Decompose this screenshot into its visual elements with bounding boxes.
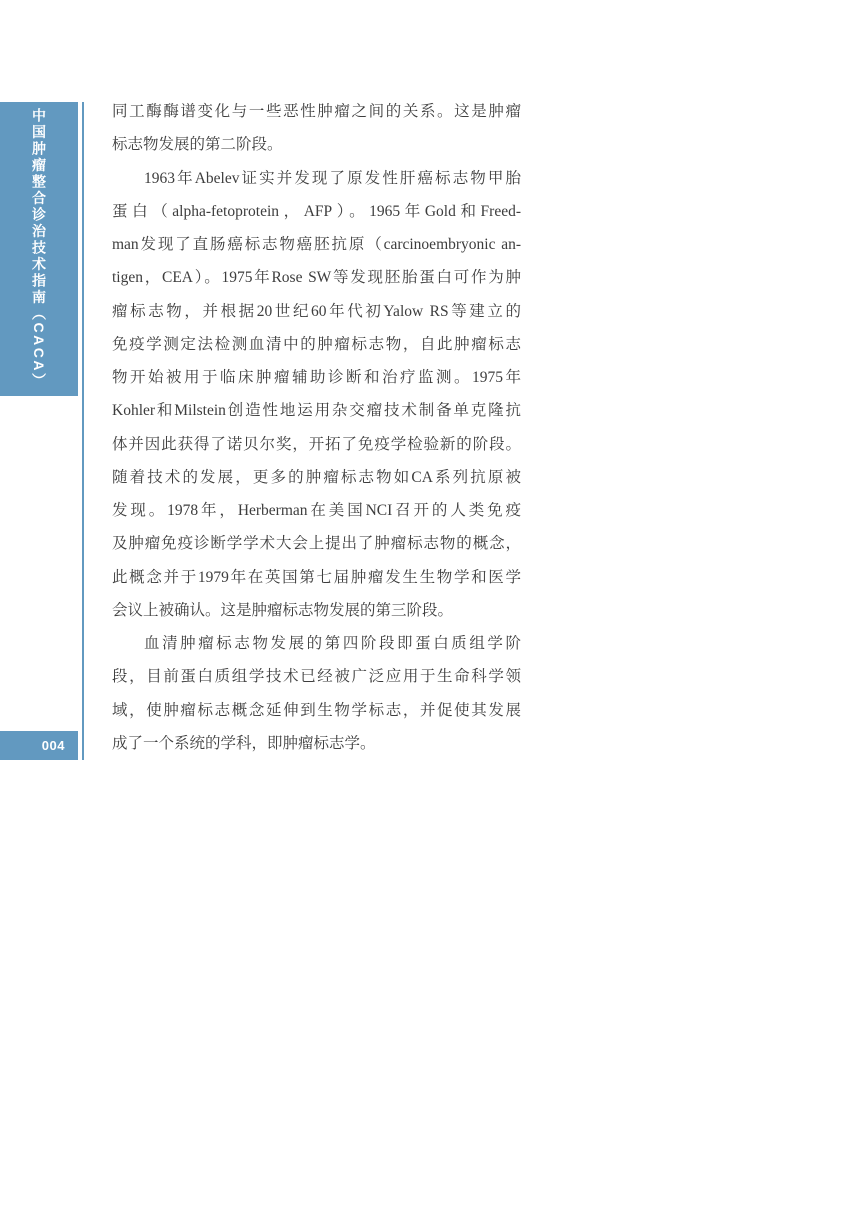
text-line: 瘤标志物，并根据20世纪60年代初Yalow RS等建立的 bbox=[112, 302, 521, 320]
page-number-badge bbox=[0, 731, 78, 760]
text-line: 同工酶酶谱变化与一些恶性肿瘤之间的关系。这是肿瘤 bbox=[112, 103, 521, 120]
text-line: 1963年Abelev证实并发现了原发性肝癌标志物甲胎 bbox=[144, 169, 521, 187]
text-line: 会议上被确认。这是肿瘤标志物发展的第三阶段。 bbox=[112, 601, 454, 619]
text-line: 发现。1978年，Herberman在美国NCI召开的人类免疫 bbox=[112, 502, 521, 519]
text-line: 成了一个系统的学科，即肿瘤标志学。 bbox=[112, 734, 376, 752]
text-line: 随着技术的发展，更多的肿瘤标志物如CA系列抗原被 bbox=[112, 468, 521, 486]
text-line: 血清肿瘤标志物发展的第四阶段即蛋白质组学阶 bbox=[144, 635, 521, 652]
book-title-vertical: 中国肿瘤整合诊治技术指南（CACA） bbox=[31, 108, 47, 390]
text-line: 及肿瘤免疫诊断学学术大会上提出了肿瘤标志物的概念， bbox=[112, 535, 521, 553]
text-line: 物开始被用于临床肿瘤辅助诊断和治疗监测。1975年 bbox=[112, 369, 521, 386]
text-line: 段，目前蛋白质组学技术已经被广泛应用于生命科学领 bbox=[112, 668, 521, 686]
text-line: 免疫学测定法检测血清中的肿瘤标志物，自此肿瘤标志 bbox=[112, 335, 521, 353]
text-line: 蛋白（alpha-fetoprotein，AFP）。1965年Gold和Freed- bbox=[112, 202, 521, 220]
margin-divider-line bbox=[82, 102, 84, 760]
text-line: man发现了直肠癌标志物癌胚抗原（carcinoembryonic an- bbox=[112, 236, 521, 253]
body-text bbox=[112, 95, 521, 760]
text-line: 此概念并于1979年在英国第七届肿瘤发生生物学和医学 bbox=[112, 568, 521, 586]
text-line: 体并因此获得了诺贝尔奖，开拓了免疫学检验新的阶段。 bbox=[112, 435, 521, 453]
text-line: 标志物发展的第二阶段。 bbox=[112, 136, 283, 154]
text-line: tigen，CEA）。1975年Rose SW等发现胚胎蛋白可作为肿 bbox=[112, 269, 521, 287]
sidebar-spine bbox=[0, 102, 78, 396]
page-number: 004 bbox=[41, 738, 65, 753]
text-line: 域，使肿瘤标志概念延伸到生物学标志，并促使其发展 bbox=[112, 701, 521, 719]
text-line: Kohler和Milstein创造性地运用杂交瘤技术制备单克隆抗 bbox=[112, 402, 521, 420]
